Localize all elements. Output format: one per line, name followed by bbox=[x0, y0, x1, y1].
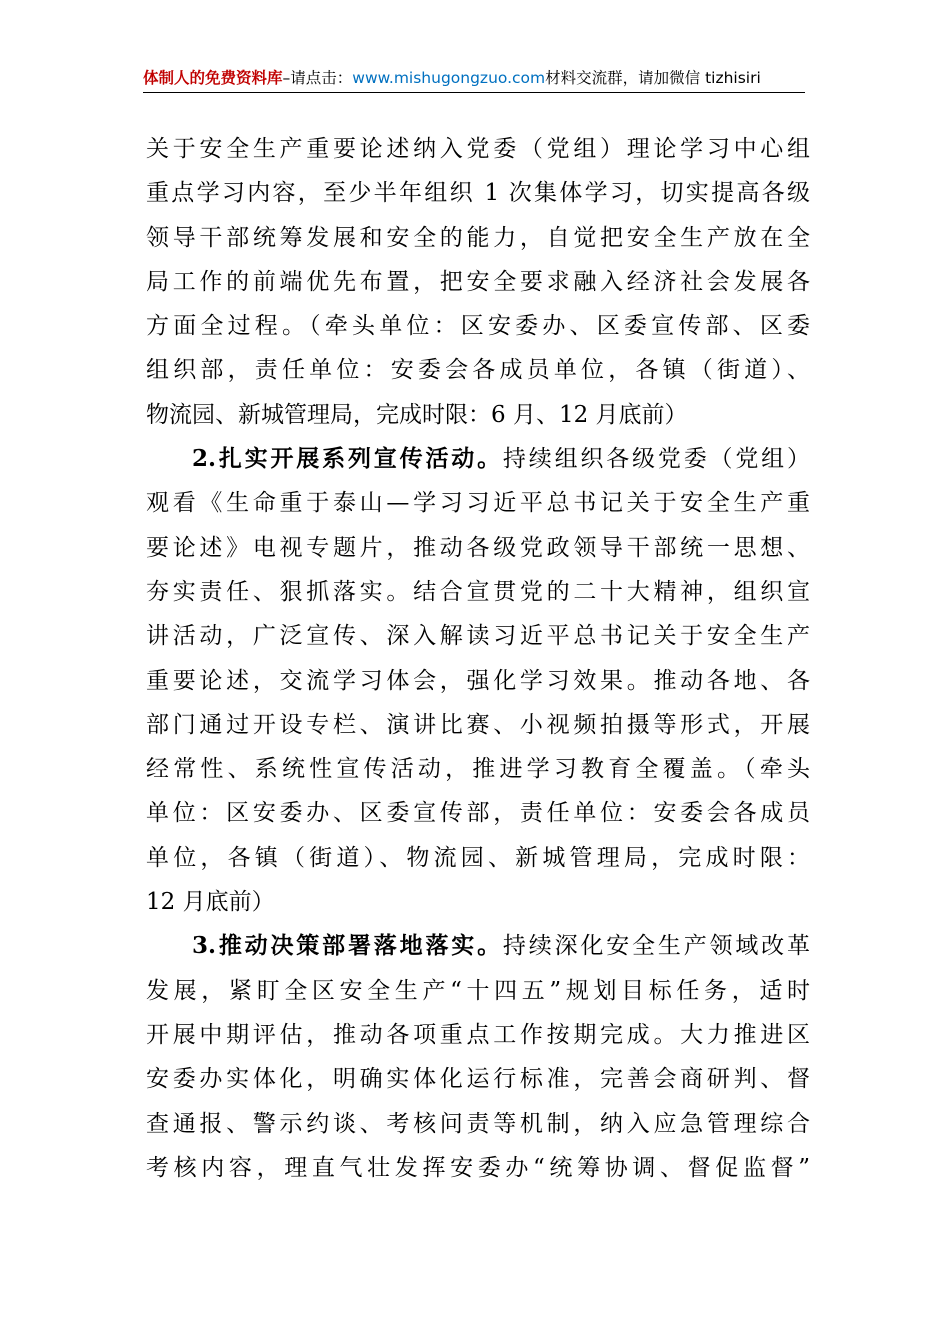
section-3-heading: 3.推动决策部署落地落实。 bbox=[192, 932, 503, 960]
body-line: 领导干部统筹发展和安全的能力，自觉把安全生产放在全 bbox=[146, 224, 810, 251]
section-2-line: 讲活动，广泛宣传、深入解读习近平总书记关于安全生产 bbox=[146, 623, 810, 650]
body-line: 局工作的前端优先布置，把安全要求融入经济社会发展各 bbox=[146, 268, 810, 295]
section-2-line: 观看《生命重于泰山—学习习近平总书记关于安全生产重 bbox=[146, 490, 810, 517]
section-3-line: 开展中期评估，推动各项重点工作按期完成。大力推进区 bbox=[146, 1021, 810, 1048]
body-line: 方面全过程。（牵头单位：区安委办、区委宣传部、区委 bbox=[146, 313, 810, 340]
header-brand: 体制人的免费资料库 bbox=[143, 69, 283, 87]
body-line: 关于安全生产重要论述纳入党委（党组）理论学习中心组 bbox=[146, 136, 810, 162]
header-contact: 材料交流群，请加微信 tizhisiri bbox=[545, 69, 761, 87]
section-2-heading: 2.扎实开展系列宣传活动。 bbox=[192, 445, 503, 473]
section-2-line: 单位，各镇（街道）、物流园、新城管理局，完成时限： bbox=[146, 844, 810, 871]
section-2-line: 单位：区安委办、区委宣传部，责任单位：安委会各成员 bbox=[146, 800, 810, 827]
section-3-first-line bbox=[146, 924, 810, 968]
section-2-line: 夯实责任、狠抓落实。结合宣贯党的二十大精神，组织宣 bbox=[146, 578, 810, 605]
section-2-text: 持续组织各级党委（党组） bbox=[502, 446, 810, 473]
section-3-line: 发展，紧盯全区安全生产“十四五”规划目标任务，适时 bbox=[146, 977, 810, 1004]
section-2-line: 要论述》电视专题片，推动各级党政领导干部统一思想、 bbox=[146, 534, 810, 561]
section-3-line: 安委办实体化，明确实体化运行标准，完善会商研判、督 bbox=[146, 1066, 810, 1093]
header-link[interactable]: www.mishugongzuo.com bbox=[352, 69, 546, 87]
page-header bbox=[143, 66, 805, 90]
section-2-line: 12 月底前） bbox=[146, 889, 275, 916]
section-2-first-line bbox=[146, 437, 810, 481]
header-prompt: –请点击： bbox=[282, 69, 353, 87]
section-2-line: 经常性、系统性宣传活动，推进学习教育全覆盖。（牵头 bbox=[146, 756, 810, 783]
section-3-line: 考核内容，理直气壮发挥安委办“统筹协调、督促监督” bbox=[146, 1154, 810, 1181]
section-3-text: 持续深化安全生产领域改革 bbox=[502, 933, 810, 960]
document-body bbox=[146, 127, 810, 1190]
header-divider bbox=[143, 92, 805, 93]
section-3-line: 查通报、警示约谈、考核问责等机制，纳入应急管理综合 bbox=[146, 1110, 810, 1137]
body-line: 组织部，责任单位：安委会各成员单位，各镇（街道）、 bbox=[146, 357, 810, 384]
body-line: 物流园、新城管理局，完成时限：6 月、12 月底前） bbox=[146, 401, 688, 428]
section-2-line: 重要论述，交流学习体会，强化学习效果。推动各地、各 bbox=[146, 667, 810, 694]
section-2-line: 部门通过开设专栏、演讲比赛、小视频拍摄等形式，开展 bbox=[146, 711, 810, 738]
body-line: 重点学习内容，至少半年组织 1 次集体学习，切实提高各级 bbox=[146, 180, 810, 207]
